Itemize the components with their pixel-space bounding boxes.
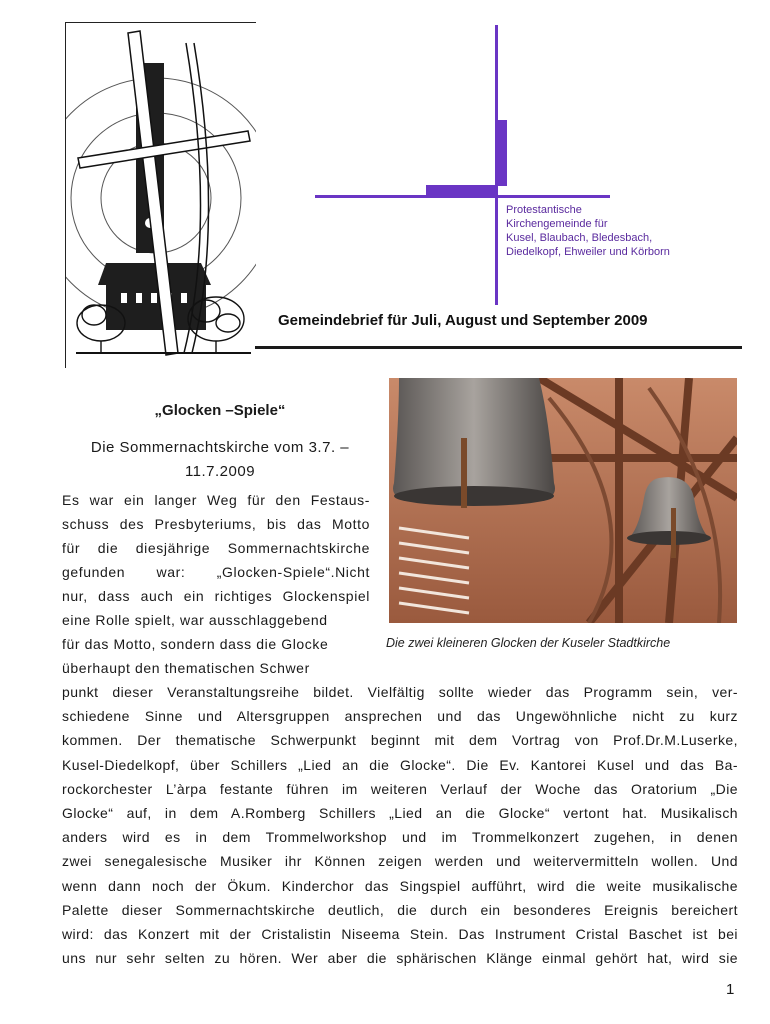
subtitle-line: Die Sommernachtskirche vom 3.7. – xyxy=(90,439,350,456)
text-line: anders wird es in dem Trommelworkshop und im Trommelkonzert zugehen, in denen xyxy=(62,829,738,846)
article-left-column xyxy=(62,488,370,680)
article-subtitle xyxy=(56,436,384,484)
subtitle-line: 11.7.2009 xyxy=(184,463,256,480)
page-number: 1 xyxy=(726,981,735,998)
photo-caption: Die zwei kleineren Glocken der Kuseler Stadtkirche xyxy=(386,636,671,650)
parish-name-line: Protestantische xyxy=(506,204,582,216)
text-line: gefunden war: „Glocken-Spiele“.Nicht xyxy=(62,564,370,580)
text-line: schuss des Presbyteriums, bis das Motto xyxy=(62,516,370,532)
church-logo xyxy=(65,22,256,368)
text-line: punkt dieser Veranstaltungsreihe bildet. Vielfältig sollte wieder das Programm sein, ver- xyxy=(62,684,738,700)
text-line: uns nur sehr selten zu hören. Wer aber die sphärischen Klänge einmal gehört hat, wird sie xyxy=(62,950,738,967)
text-line: Kusel-Diedelkopf, über Schillers „Lied an die Glocke“. Die Ev. Kantorei Kusel und das Ba- xyxy=(62,756,738,773)
text-line: schiedene Sinne und Altersgruppen ansprechen und das Ungewöhnliche nicht zu kurz xyxy=(62,708,738,725)
parish-name-line: Diedelkopf, Ehweiler und Körborn xyxy=(506,246,670,258)
text-line: eine Rolle spielt, war ausschlaggebend xyxy=(62,612,328,628)
text-line: für die diesjährige Sommernachtskirche xyxy=(62,540,370,556)
text-line: nur, dass auch ein richtiges Glockenspiel xyxy=(62,588,370,604)
text-line: wenn dann noch der Ökum. Kinderchor das Singspiel aufführt, wird die weite musikalische xyxy=(62,877,738,894)
text-line: kommen. Der thematische Schwerpunkt beginnt mit dem Vortrag von Prof.Dr.M.Luserke, xyxy=(62,732,738,749)
text-line: zwei senegalesische Musiker ihr Können zeigen werden und weitervermitteln wollen. Und xyxy=(62,853,738,870)
parish-name-line: Kirchengemeinde für xyxy=(506,218,608,230)
purple-cross-mark xyxy=(310,20,630,310)
text-line: für das Motto, sondern dass die Glocke xyxy=(62,636,329,652)
article-title: „Glocken –Spiele“ xyxy=(154,402,286,419)
text-line: Glocke“ auf, in dem A.Romberg Schillers „Lied an die Glocke“ vertont hat. Musikalisch xyxy=(62,805,738,822)
parish-name-line: Kusel, Blaubach, Bledesbach, xyxy=(506,232,653,244)
text-line: Palette dieser Sommernachtskirche deutlich, die durch ein besonderes Ereignis bereichert xyxy=(62,901,738,918)
text-line: überhaupt den thematischen Schwer xyxy=(62,660,310,676)
article-body xyxy=(62,680,738,970)
bells-photo xyxy=(389,378,737,623)
text-line: rockorchester L’àrpa festante führen im weiteren Verlauf der Woche das Oratorium „Die xyxy=(62,780,738,797)
text-line: wird: das Konzert mit der Cristalistin Niseema Stein. Das Instrument Cristal Baschet ist bei xyxy=(62,926,738,943)
parish-name xyxy=(506,203,736,259)
newsletter-title: Gemeindebrief für Juli, August und September 2009 xyxy=(278,312,648,329)
title-divider xyxy=(255,346,742,349)
text-line: Es war ein langer Weg für den Festaus- xyxy=(62,492,370,508)
